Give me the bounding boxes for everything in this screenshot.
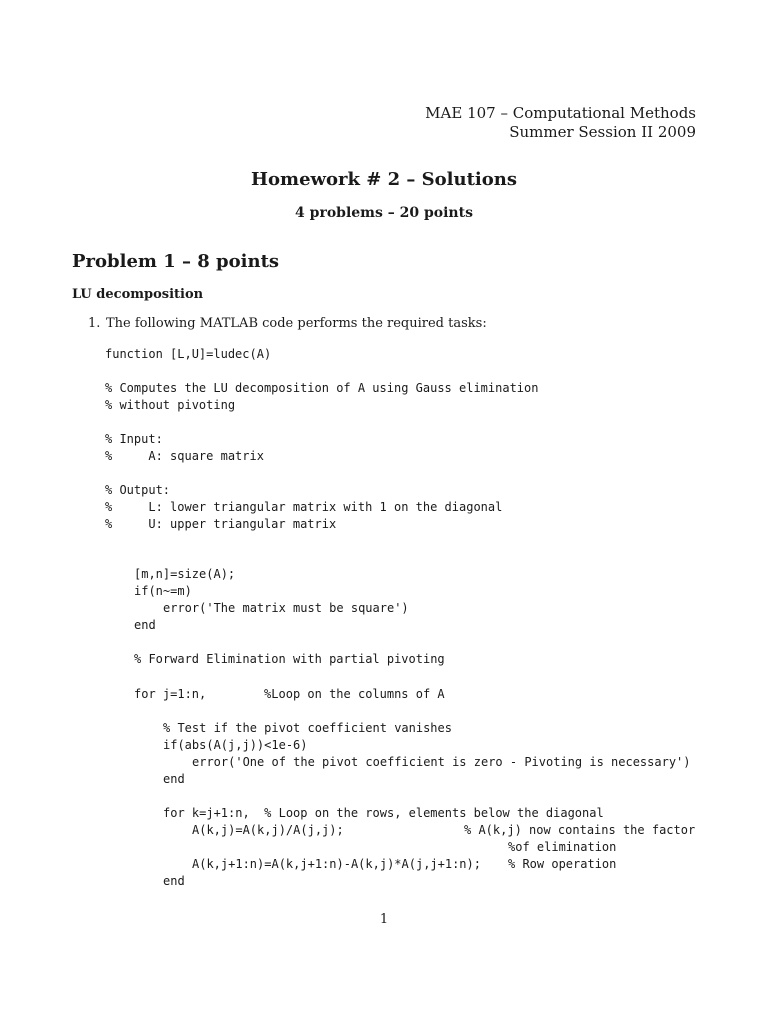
code-line: A(k,j+1:n)=A(k,j+1:n)-A(k,j)*A(j,j+1:n); [192, 857, 481, 871]
document-subtitle: 4 problems – 20 points [295, 205, 473, 221]
document-title: Homework # 2 – Solutions [251, 169, 517, 190]
code-line: % A: square matrix [105, 449, 264, 463]
code-line: error('The matrix must be square') [163, 601, 409, 615]
code-comment: %of elimination [508, 840, 617, 854]
list-item-text: The following MATLAB code performs the required tasks: [106, 316, 487, 331]
code-line: % Forward Elimination with partial pivoting [134, 652, 445, 666]
code-line: end [134, 618, 156, 632]
code-line: if(n~=m) [134, 584, 192, 598]
course-header [425, 104, 696, 142]
code-line: error('One of the pivot coefficient is zero - Pivoting is necessary') [192, 755, 691, 769]
code-line: if(abs(A(j,j))<1e-6) [163, 738, 308, 752]
problem-heading: Problem 1 – 8 points [72, 251, 280, 272]
code-line: A(k,j)=A(k,j)/A(j,j); [192, 823, 344, 837]
course-session: Summer Session II 2009 [509, 123, 696, 141]
code-comment: % A(k,j) now contains the factor [464, 823, 696, 837]
code-line: % Test if the pivot coefficient vanishes [163, 721, 452, 735]
code-line: % Computes the LU decomposition of A using Gauss elimination [105, 381, 539, 395]
code-line: % U: upper triangular matrix [105, 517, 337, 531]
code-line: function [L,U]=ludec(A) [105, 347, 272, 361]
code-line: % L: lower triangular matrix with 1 on the diagonal [105, 500, 503, 514]
code-line: % without pivoting [105, 398, 236, 412]
section-heading: LU decomposition [72, 287, 204, 302]
list-item-number: 1. [88, 316, 101, 331]
code-line: for k=j+1:n, % Loop on the rows, elements below the diagonal [163, 806, 604, 820]
page-number: 1 [379, 912, 389, 927]
code-line: end [163, 772, 185, 786]
code-line: [m,n]=size(A); [134, 567, 236, 581]
code-line: % Input: [105, 432, 163, 446]
code-line: % Output: [105, 483, 171, 497]
code-line: end [163, 874, 185, 888]
code-comment: % Row operation [508, 857, 617, 871]
code-line: for j=1:n, %Loop on the columns of A [134, 687, 445, 701]
course-name: MAE 107 – Computational Methods [425, 104, 696, 122]
